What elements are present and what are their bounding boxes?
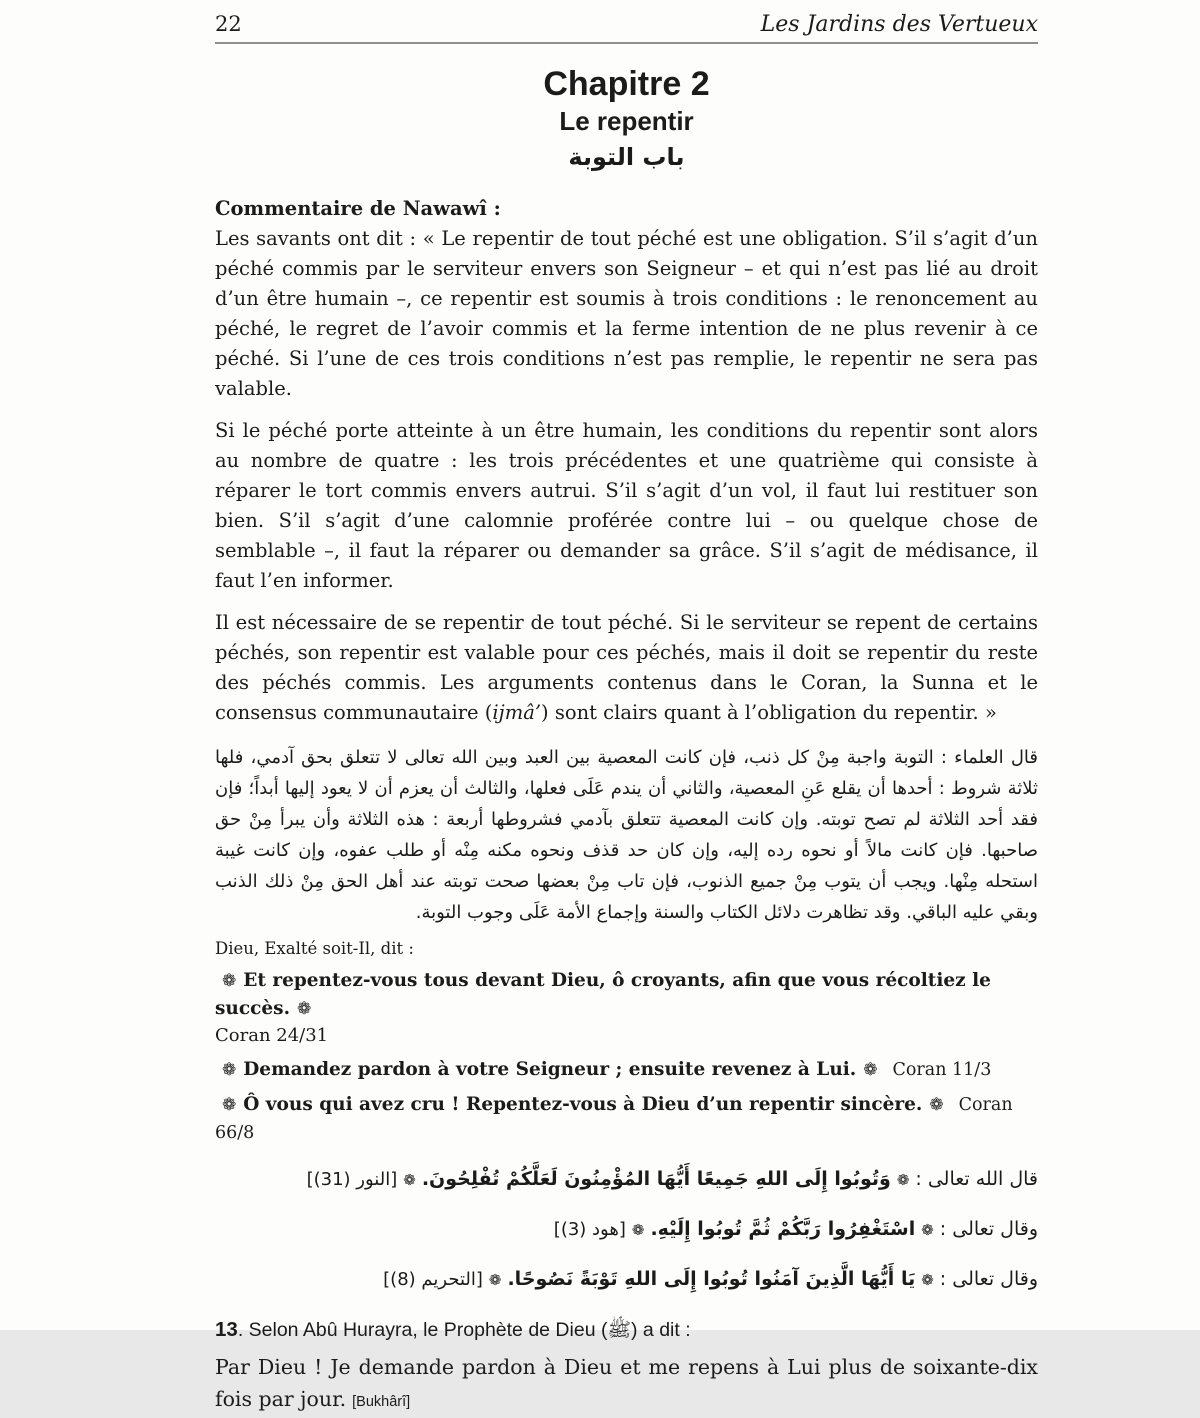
- hadith-number: 13: [215, 1318, 238, 1341]
- quran-verse-ref-3: Coran 66/8: [215, 1095, 1013, 1143]
- chapter-title-block: [215, 66, 1038, 174]
- verse-pre: قال الله تعالى :: [915, 1168, 1038, 1190]
- verse-ref: [هود (3)]: [553, 1219, 626, 1240]
- hadith-body: [215, 1351, 1038, 1418]
- verse-quote: يَا أَيُّهَا الَّذِينَ آمَنُوا تُوبُوا إِلَى اللهِ تَوْبَةً نَصُوحًا.: [507, 1268, 916, 1290]
- commentary-paragraph-3-text: Il est nécessaire de se repentir de tout péché. Si le serviteur se repent de certains péchés, son repentir est valable pour ces péchés, mais il doit se repentir du reste des péchés commis. Les arguments contenus dans le Coran, la Sunna et le consensus communautaire (: [215, 611, 1038, 724]
- verse-ornament-icon: ❁: [222, 971, 237, 991]
- verses-intro: Dieu, Exalté soit-Il, dit :: [215, 939, 414, 958]
- verse-ornament-icon: ❁: [488, 1271, 502, 1289]
- verse-pre: وقال تعالى :: [939, 1268, 1038, 1290]
- verse-ornament-icon: ❁: [929, 1095, 944, 1115]
- verse-ornament-icon: ❁: [222, 1095, 237, 1115]
- hadith-heading: [215, 1317, 1038, 1343]
- page-content: [215, 0, 1038, 1418]
- quran-verse-ar-3: [215, 1262, 1038, 1297]
- verse-ornament-icon: ❁: [631, 1221, 645, 1239]
- verse-quote: اسْتَغْفِرُوا رَبَّكُمْ ثُمَّ تُوبُوا إِلَيْهِ.: [650, 1218, 916, 1240]
- verse-text: Et repentez-vous tous devant Dieu, ô croyants, afin que vous récoltiez le succès.: [215, 970, 991, 1019]
- quran-verse-ref-1: Coran 24/31: [215, 1025, 329, 1046]
- commentary-paragraph-3: [215, 608, 1038, 728]
- chapter-title: Chapitre 2: [543, 65, 710, 103]
- verse-quote: وَتُوبُوا إِلَى اللهِ جَمِيعًا أَيُّهَا المُؤْمِنُونَ لَعَلَّكُمْ تُفْلِحُونَ.: [421, 1168, 891, 1190]
- verse-ornament-icon: ❁: [403, 1171, 416, 1189]
- verse-ornament-icon: ❁: [896, 1171, 910, 1189]
- verse-ornament-icon: ❁: [222, 1060, 237, 1080]
- verse-ref: [التحريم (8)]: [383, 1269, 483, 1290]
- verse-ref: [النور (31)]: [306, 1169, 398, 1190]
- page-header: [215, 0, 1038, 44]
- page-number: 22: [215, 12, 242, 36]
- verse-ornament-icon: ❁: [921, 1271, 934, 1289]
- commentary-paragraph-1: Les savants ont dit : « Le repentir de tout péché est une obligation. S’il s’agit d’un péché commis par le serviteur envers son Seigneur – et qui n’est pas lié au droit d’un être humain –, ce repentir est soumis à trois conditions : le renoncement au péché, le regret de l’avoir commis et la ferme intention de ne plus revenir à ce péché. Si l’une de ces trois conditions n’est pas remplie, le repentir ne sera pas valable.: [215, 227, 1038, 400]
- quran-verse-fr-2: [215, 1056, 1038, 1084]
- quran-verse-fr-1: [215, 967, 1038, 1023]
- commentary-paragraph-2: Si le péché porte atteinte à un être humain, les conditions du repentir sont alors au nombre de quatre : les trois précédentes et une quatrième qui consiste à réparer le tort commis envers autrui. S’il s’agit d’un vol, il faut lui restituer son bien. S’il s’agit d’une calomnie proférée contre lui – ou quelque chose de semblable –, il faut la réparer ou demander sa grâce. S’il s’agit de médisance, il faut l’en informer.: [215, 419, 1038, 592]
- quran-verse-ref-2: Coran 11/3: [892, 1060, 992, 1080]
- verse-ornament-icon: ❁: [921, 1221, 934, 1239]
- commentary-heading: Commentaire de Nawawî :: [215, 197, 501, 220]
- commentary-arabic-paragraph: قال العلماء : التوبة واجبة مِنْ كل ذنب، فإن كانت المعصية بين العبد وبين الله تعالى لا تتعلق بحق آدمي، فلها ثلاثة شروط : أحدها أن يقلع عَنِ المعصية، والثاني أن يندم عَلَى فعلها، والثالث أن يعزم أن لا يعود إليها أبداً؛ فإن فقد أحد الثلاثة لم تصح توبته. وإن كانت المعصية تتعلق بآدمي فشروطها أربعة : هذه الثلاثة وأن يبرأ مِنْ حق صاحبها. فإن كانت مالاً أو نحوه رده إليه، وإن كان حد قذف ونحوه مكنه مِنْه أو طلب عفوه، وإن كانت غيبة استحله مِنْها. ويجب أن يتوب مِنْ جميع الذنوب، فإن تاب مِنْ بعضها صحت توبته عند أهل الحق مِنْ ذلك الذنب وبقي عليه الباقي. وقد تظاهرت دلائل الكتاب والسنة وإجماع الأمة عَلَى وجوب التوبة.: [215, 747, 1038, 923]
- verse-pre: وقال تعالى :: [939, 1218, 1038, 1240]
- chapter-subtitle-arabic: باب التوبة: [568, 143, 685, 171]
- commentary-paragraph-3-end: ) sont clairs quant à l’obligation du repentir. »: [541, 701, 997, 724]
- hadith-intro: . Selon Abû Hurayra, le Prophète de Dieu (ﷺ) a dit :: [237, 1319, 691, 1341]
- quran-verse-ar-1: [215, 1162, 1038, 1197]
- verse-ornament-icon: ❁: [297, 999, 312, 1019]
- quran-verse-fr-3: [215, 1091, 1038, 1147]
- hadith-source: [Bukhârî]: [352, 1394, 411, 1410]
- commentary-paragraph-3-italic-term: ijmâ’: [492, 701, 542, 724]
- hadith-text: Par Dieu ! Je demande pardon à Dieu et me repens à Lui plus de soixante-dix fois par jour.: [215, 1355, 1038, 1411]
- verse-text: Demandez pardon à votre Seigneur ; ensuite revenez à Lui.: [243, 1059, 857, 1080]
- running-title: Les Jardins des Vertueux: [760, 12, 1038, 37]
- verse-ornament-icon: ❁: [863, 1060, 878, 1080]
- quran-verse-ar-2: [215, 1212, 1038, 1247]
- verse-text: Ô vous qui avez cru ! Repentez-vous à Dieu d’un repentir sincère.: [243, 1094, 923, 1115]
- chapter-subtitle: Le repentir: [559, 106, 694, 136]
